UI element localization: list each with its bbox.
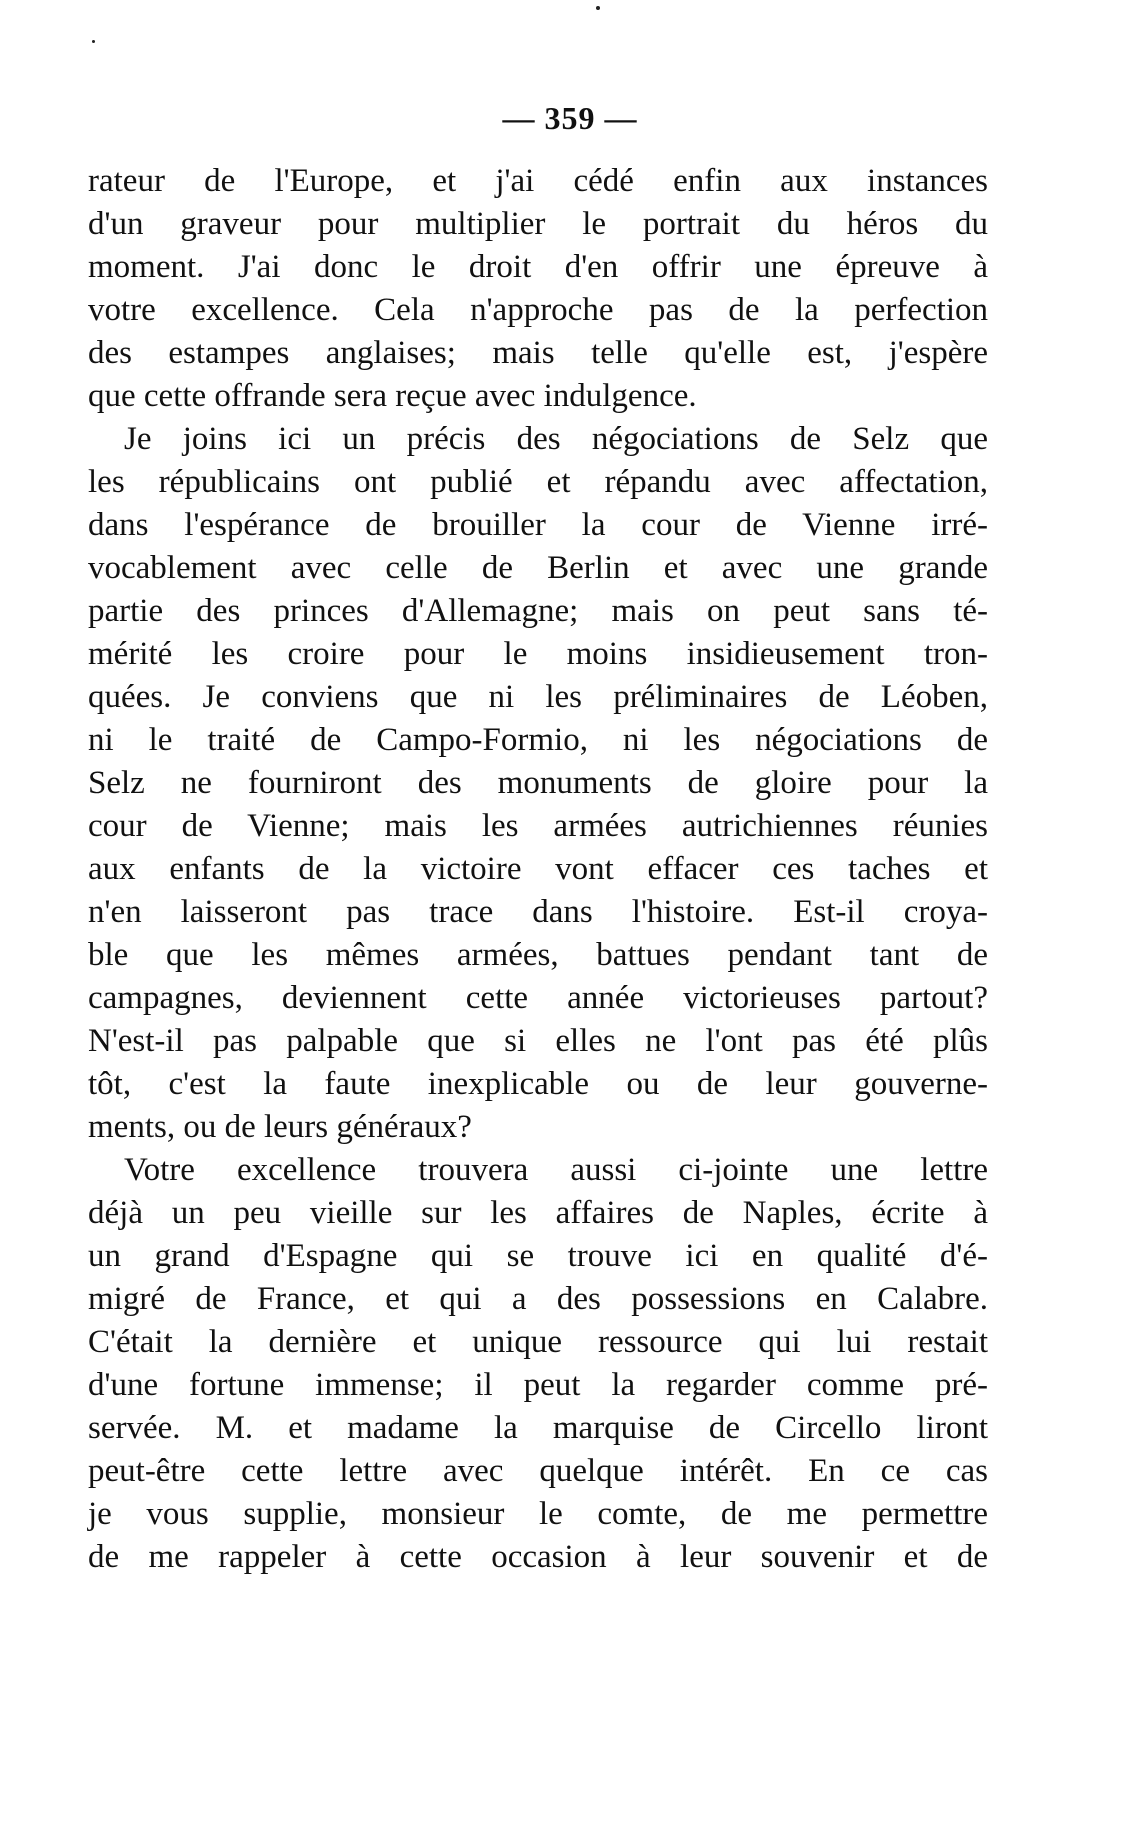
text-line: déjà un peu vieille sur les affaires de Naples, écrite à	[88, 1195, 988, 1231]
text-line: votre excellence. Cela n'approche pas de la perfection	[88, 292, 988, 328]
text-line: les républicains ont publié et répandu avec affectation,	[88, 464, 988, 500]
text-line: Selz ne fourniront des monuments de gloire pour la	[88, 765, 988, 801]
text-line: campagnes, deviennent cette année victorieuses partout?	[88, 980, 988, 1016]
speck-mark	[596, 6, 600, 10]
text-line: partie des princes d'Allemagne; mais on peut sans té-	[88, 593, 988, 629]
text-line: Votre excellence trouvera aussi ci-jointe une lettre	[124, 1152, 988, 1188]
text-line: dans l'espérance de brouiller la cour de Vienne irré-	[88, 507, 988, 543]
text-line: peut-être cette lettre avec quelque intérêt. En ce cas	[88, 1453, 988, 1489]
text-line: ni le traité de Campo-Formio, ni les négociations de	[88, 722, 988, 758]
text-line: N'est-il pas palpable que si elles ne l'ont pas été plûs	[88, 1023, 988, 1059]
text-line: ble que les mêmes armées, battues pendant tant de	[88, 937, 988, 973]
text-line: cour de Vienne; mais les armées autrichiennes réunies	[88, 808, 988, 844]
text-line: aux enfants de la victoire vont effacer ces taches et	[88, 851, 988, 887]
text-line: tôt, c'est la faute inexplicable ou de leur gouverne-	[88, 1066, 988, 1102]
text-line: de me rappeler à cette occasion à leur souvenir et de	[88, 1539, 988, 1575]
text-line: que cette offrande sera reçue avec indulgence.	[88, 378, 697, 414]
text-line: vocablement avec celle de Berlin et avec une grande	[88, 550, 988, 586]
text-line: ments, ou de leurs généraux?	[88, 1109, 472, 1145]
text-line: servée. M. et madame la marquise de Circello liront	[88, 1410, 988, 1446]
text-line: C'était la dernière et unique ressource qui lui restait	[88, 1324, 988, 1360]
text-line: je vous supplie, monsieur le comte, de me permettre	[88, 1496, 988, 1532]
text-line: d'une fortune immense; il peut la regarder comme pré-	[88, 1367, 988, 1403]
text-line: un grand d'Espagne qui se trouve ici en qualité d'é-	[88, 1238, 988, 1274]
text-line: des estampes anglaises; mais telle qu'elle est, j'espère	[88, 335, 988, 371]
text-line: mérité les croire pour le moins insidieusement tron-	[88, 636, 988, 672]
page-number: — 359 —	[502, 100, 638, 136]
text-line: migré de France, et qui a des possessions en Calabre.	[88, 1281, 988, 1317]
speck-mark	[92, 40, 95, 43]
body-text	[88, 160, 988, 1579]
text-line: d'un graveur pour multiplier le portrait du héros du	[88, 206, 988, 242]
text-line: moment. J'ai donc le droit d'en offrir une épreuve à	[88, 249, 988, 285]
text-line: Je joins ici un précis des négociations de Selz que	[124, 421, 988, 457]
text-line: quées. Je conviens que ni les préliminaires de Léoben,	[88, 679, 988, 715]
text-line: rateur de l'Europe, et j'ai cédé enfin aux instances	[88, 163, 988, 199]
text-line: n'en laisseront pas trace dans l'histoire. Est-il croya-	[88, 894, 988, 930]
